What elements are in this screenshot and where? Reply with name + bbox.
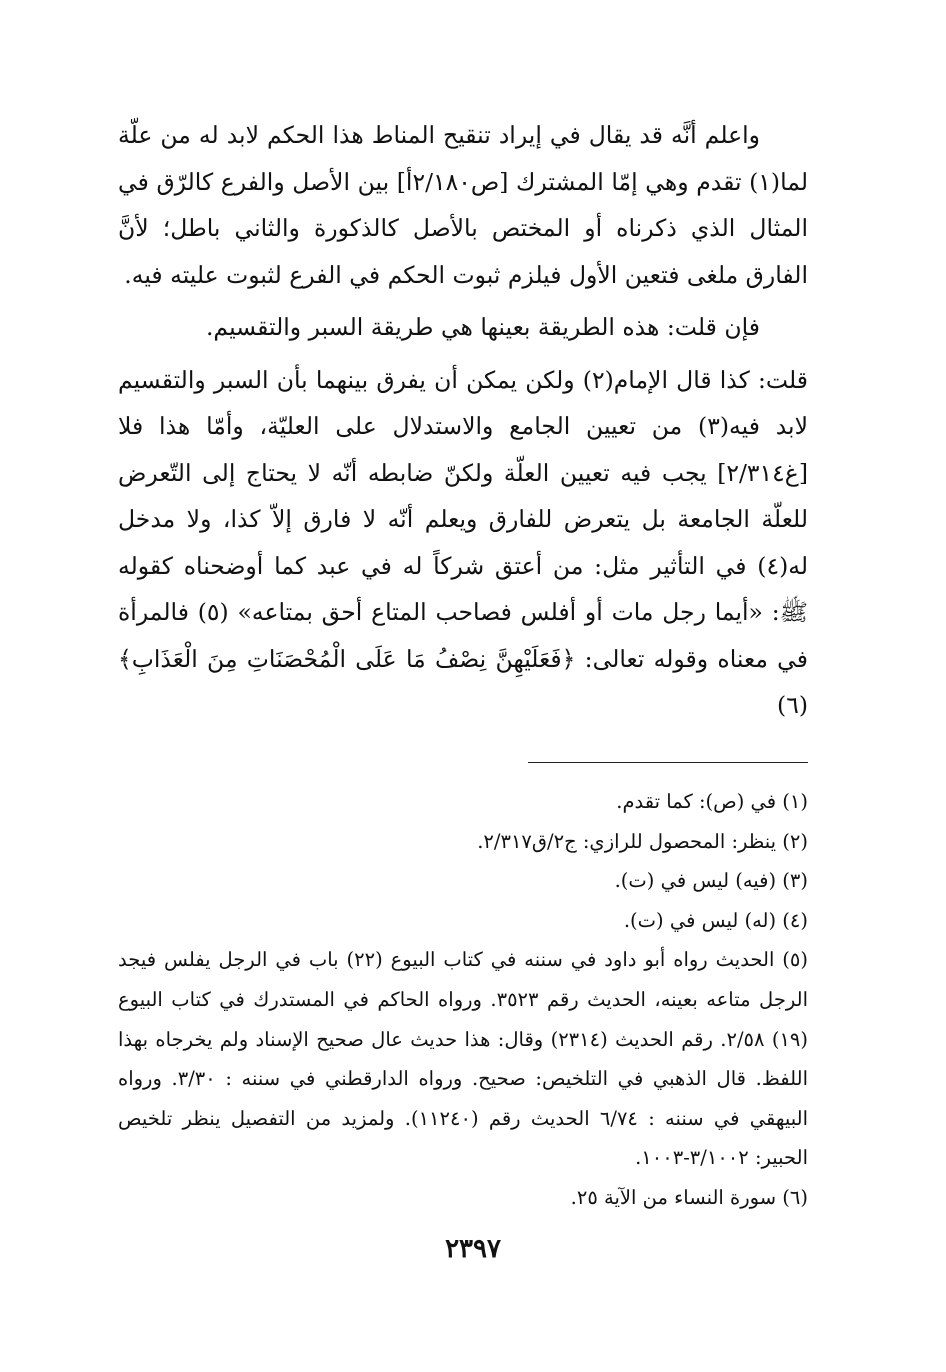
footnote: (٥) الحديث رواه أبو داود في سننه في كتاب البيوع (٢٢) باب في الرجل يفلس فيجد الرجل متاعه بعينه، الحديث رقم ٣٥٢٣. ورواه الحاكم في المستدرك في كتاب البيوع (١٩) ٢/٥٨. رقم الحديث (٢٣١٤) وقال: هذا حديث عال صحيح الإسناد ولم يخرجاه بهذا اللفظ. قال الذهبي في التلخيص: صحيح. ورواه الدارقطني في سننه : ٣/٣٠. ورواه البيهقي في سننه : ٦/٧٤ الحديث رقم (١١٢٤٠). ولمزيد من التفصيل ينظر تلخيص الحبير: ٣/١٠٠٢-١٠٠٣. xyxy=(118,948,809,1170)
main-text xyxy=(118,112,808,735)
paragraph: قلت: كذا قال الإمام(٢) ولكن يمكن أن يفرق بينهما بأن السبر والتقسيم لابد فيه(٣) من تعيين الجامع والاستدلال على العليّة، وأمّا هذا فلا [غ٢/٣١٤] يجب فيه تعيين العلّة ولكنّ ضابطه أنّه لا يحتاج إلى التّعرض للعلّة الجامعة بل يتعرض للفارق ويعلم أنّه لا فارق إلاّ كذا، ولا مدخل له(٤) في التأثير مثل: من أعتق شركاً له في عبد كما أوضحناه كقوله ﷺ: «أيما رجل مات أو أفلس فصاحب المتاع أحق بمتاعه» (٥) فالمرأة في معناه وقوله تعالى: ﴿فَعَلَيْهِنَّ نِصْفُ مَا عَلَى الْمُحْصَنَاتِ مِنَ الْعَذَابِ﴾(٦) xyxy=(118,365,809,719)
paragraph: واعلم أنَّه قد يقال في إيراد تنقيح المناط هذا الحكم لابد له من علّة لما(١) تقدم وهي إمّا المشترك [ص٢/١٨٠أ] بين الأصل والفرع كالرّق في المثال الذي ذكرناه أو المختص بالأصل كالذكورة والثاني باطل؛ لأنَّ الفارق ملغى فتعين الأول فيلزم ثبوت الحكم في الفرع لثبوت عليته فيه. xyxy=(118,121,808,289)
footnote-separator xyxy=(528,762,808,763)
footnote: (٤) (له) ليس في (ت). xyxy=(623,908,808,932)
footnotes xyxy=(118,782,808,1218)
footnote: (٢) ينظر: المحصول للرازي: ج٢/ق٢/٣١٧. xyxy=(477,829,808,853)
footnote: (١) في (ص): كما تقدم. xyxy=(616,790,808,813)
paragraph: فإن قلت: هذه الطريقة بعينها هي طريقة السبر والتقسيم. xyxy=(205,313,760,341)
page-number: ٢٣٩٧ xyxy=(445,1234,501,1264)
footnote: (٣) (فيه) ليس في (ت). xyxy=(614,869,808,893)
footnote: (٦) سورة النساء من الآية ٢٥. xyxy=(570,1185,808,1209)
